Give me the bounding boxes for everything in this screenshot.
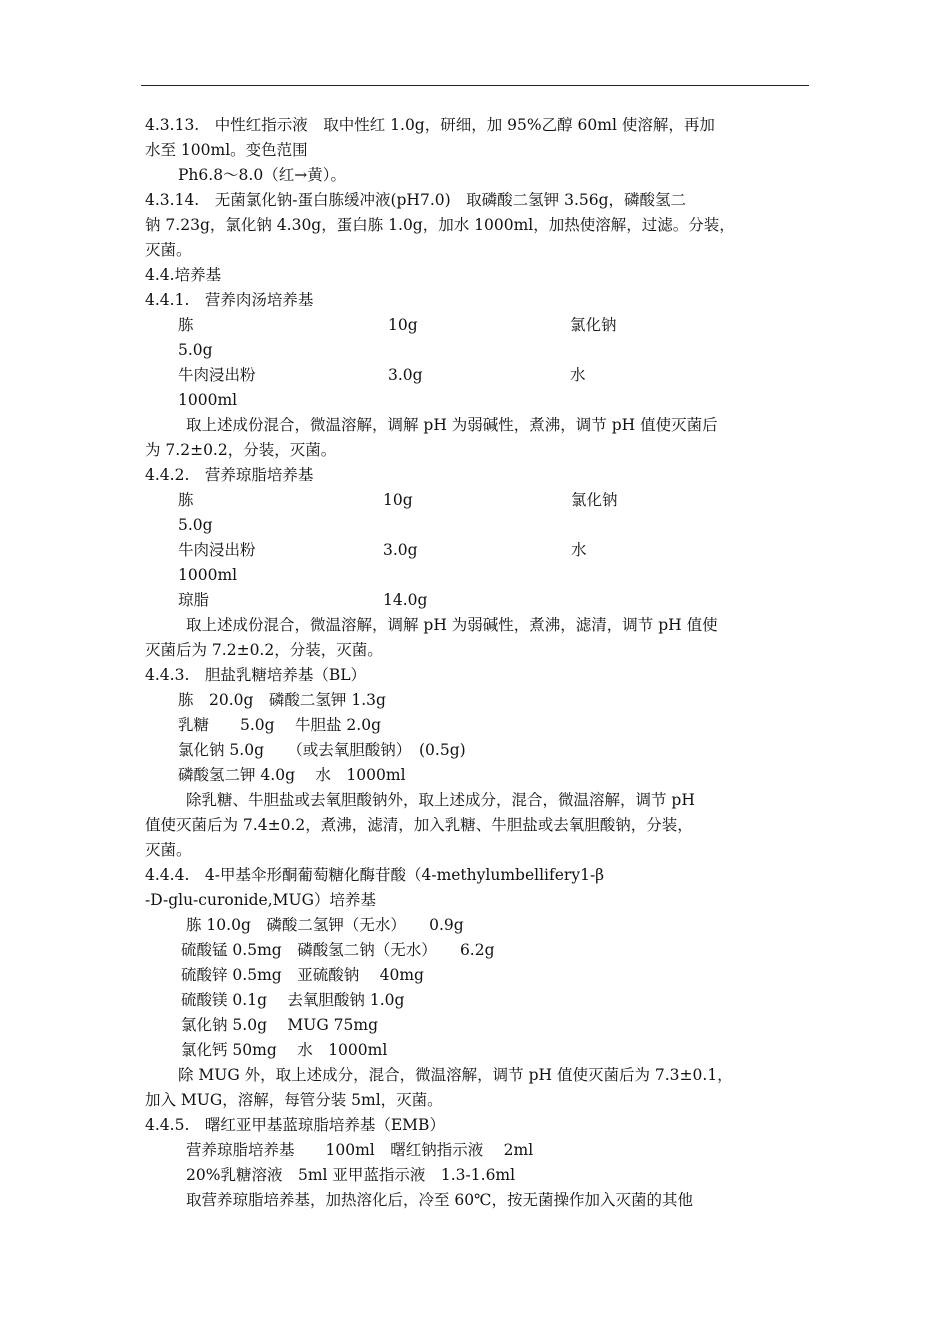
section-4-4-4-heading-cont: -D-glu-curonide,MUG）培养基 xyxy=(145,891,376,909)
ingredient-name: 水 xyxy=(571,541,587,559)
section-4-4-heading: 4.4.培养基 xyxy=(145,266,222,284)
ingredient-row xyxy=(145,488,811,513)
ingredient-name: 氯化钠 xyxy=(571,491,618,509)
section-4-4-4-heading: 4.4.4. 4-甲基伞形酮葡萄糖化酶苷酸（4-methylumbellifery1-β xyxy=(145,866,605,884)
ingredient-amount: 1000ml xyxy=(178,391,238,409)
header-rule xyxy=(141,85,809,86)
procedure-text: 除乳糖、牛胆盐或去氧胆酸钠外，取上述成分，混合，微温溶解，调节 pH xyxy=(186,791,695,809)
procedure-text: 为 7.2±0.2，分装，灭菌。 xyxy=(145,441,337,459)
ingredient-name: 胨 xyxy=(178,491,194,509)
procedure-text: 灭菌。 xyxy=(145,841,192,859)
procedure-text: 灭菌后为 7.2±0.2，分装，灭菌。 xyxy=(145,641,383,659)
section-4-4-2-heading: 4.4.2. 营养琼脂培养基 xyxy=(145,466,314,484)
ingredient-amount: 1000ml xyxy=(178,566,238,584)
ingredient-line: 氯化钙 50mg 水 1000ml xyxy=(181,1041,388,1059)
ingredient-row xyxy=(145,538,811,563)
ingredient-line: 营养琼脂培养基 100ml 曙红钠指示液 2ml xyxy=(186,1141,534,1159)
ingredient-amount: 3.0g xyxy=(388,366,423,384)
section-4-4-1-heading: 4.4.1. 营养肉汤培养基 xyxy=(145,291,314,309)
ingredient-amount: 10g xyxy=(383,491,413,509)
ingredient-amount: 14.0g xyxy=(383,591,428,609)
section-4-3-13-line-2: 水至 100ml。变色范围 xyxy=(145,141,308,159)
ingredient-amount: 5.0g xyxy=(178,516,213,534)
ingredient-name: 氯化钠 xyxy=(570,316,617,334)
section-4-4-5-heading: 4.4.5. 曙红亚甲基蓝琼脂培养基（EMB） xyxy=(145,1116,445,1134)
section-4-3-14-line-1: 4.3.14. 无菌氯化钠-蛋白胨缓冲液(pH7.0) 取磷酸二氢钾 3.56g，磷酸氢二 xyxy=(145,191,687,209)
procedure-text: 取营养琼脂培养基，加热溶化后，冷至 60℃，按无菌操作加入灭菌的其他 xyxy=(186,1191,693,1209)
section-4-3-13-line-3: Ph6.8～8.0（红→黄）。 xyxy=(178,166,346,184)
ingredient-row xyxy=(145,313,811,338)
document-body xyxy=(145,113,811,1213)
ingredient-amount: 10g xyxy=(388,316,418,334)
ingredient-name: 胨 xyxy=(178,316,194,334)
ingredient-amount: 3.0g xyxy=(383,541,418,559)
ingredient-line: 氯化钠 5.0g MUG 75mg xyxy=(181,1016,379,1034)
ingredient-line: 硫酸锌 0.5mg 亚硫酸钠 40mg xyxy=(181,966,424,984)
ingredient-row xyxy=(145,588,811,613)
section-4-3-14-line-3: 灭菌。 xyxy=(145,241,192,259)
ingredient-line: 胨 20.0g 磷酸二氢钾 1.3g xyxy=(178,691,386,709)
ingredient-row xyxy=(145,363,811,388)
section-4-4-3-heading: 4.4.3. 胆盐乳糖培养基（BL） xyxy=(145,666,367,684)
ingredient-name: 牛肉浸出粉 xyxy=(178,541,256,559)
ingredient-line: 胨 10.0g 磷酸二氢钾（无水） 0.9g xyxy=(186,916,464,934)
ingredient-line: 乳糖 5.0g 牛胆盐 2.0g xyxy=(178,716,381,734)
ingredient-line: 氯化钠 5.0g （或去氧胆酸钠） (0.5g) xyxy=(178,741,466,759)
procedure-text: 取上述成份混合，微温溶解，调解 pH 为弱碱性，煮沸，滤清，调节 pH 值使 xyxy=(186,616,718,634)
ingredient-name: 牛肉浸出粉 xyxy=(178,366,256,384)
procedure-text: 取上述成份混合，微温溶解，调解 pH 为弱碱性，煮沸，调节 pH 值使灭菌后 xyxy=(186,416,718,434)
section-4-3-13-line-1: 4.3.13. 中性红指示液 取中性红 1.0g，研细，加 95%乙醇 60ml 使溶解，再加 xyxy=(145,116,715,134)
ingredient-name: 琼脂 xyxy=(178,591,210,609)
procedure-text: 加入 MUG，溶解，每管分装 5ml，灭菌。 xyxy=(145,1091,443,1109)
ingredient-line: 硫酸锰 0.5mg 磷酸氢二钠（无水） 6.2g xyxy=(181,941,495,959)
ingredient-amount: 5.0g xyxy=(178,341,213,359)
ingredient-line: 20%乳糖溶液 5ml 亚甲蓝指示液 1.3-1.6ml xyxy=(186,1166,516,1184)
procedure-text: 值使灭菌后为 7.4±0.2，煮沸，滤清，加入乳糖、牛胆盐或去氧胆酸钠，分装， xyxy=(145,816,693,834)
ingredient-name: 水 xyxy=(570,366,586,384)
procedure-text: 除 MUG 外，取上述成分，混合，微温溶解，调节 pH 值使灭菌后为 7.3±0.1， xyxy=(178,1066,733,1084)
ingredient-line: 硫酸镁 0.1g 去氧胆酸钠 1.0g xyxy=(181,991,405,1009)
section-4-3-14-line-2: 钠 7.23g，氯化钠 4.30g，蛋白胨 1.0g，加水 1000ml，加热使溶解，过滤。分装， xyxy=(145,216,735,234)
ingredient-line: 磷酸氢二钾 4.0g 水 1000ml xyxy=(178,766,406,784)
